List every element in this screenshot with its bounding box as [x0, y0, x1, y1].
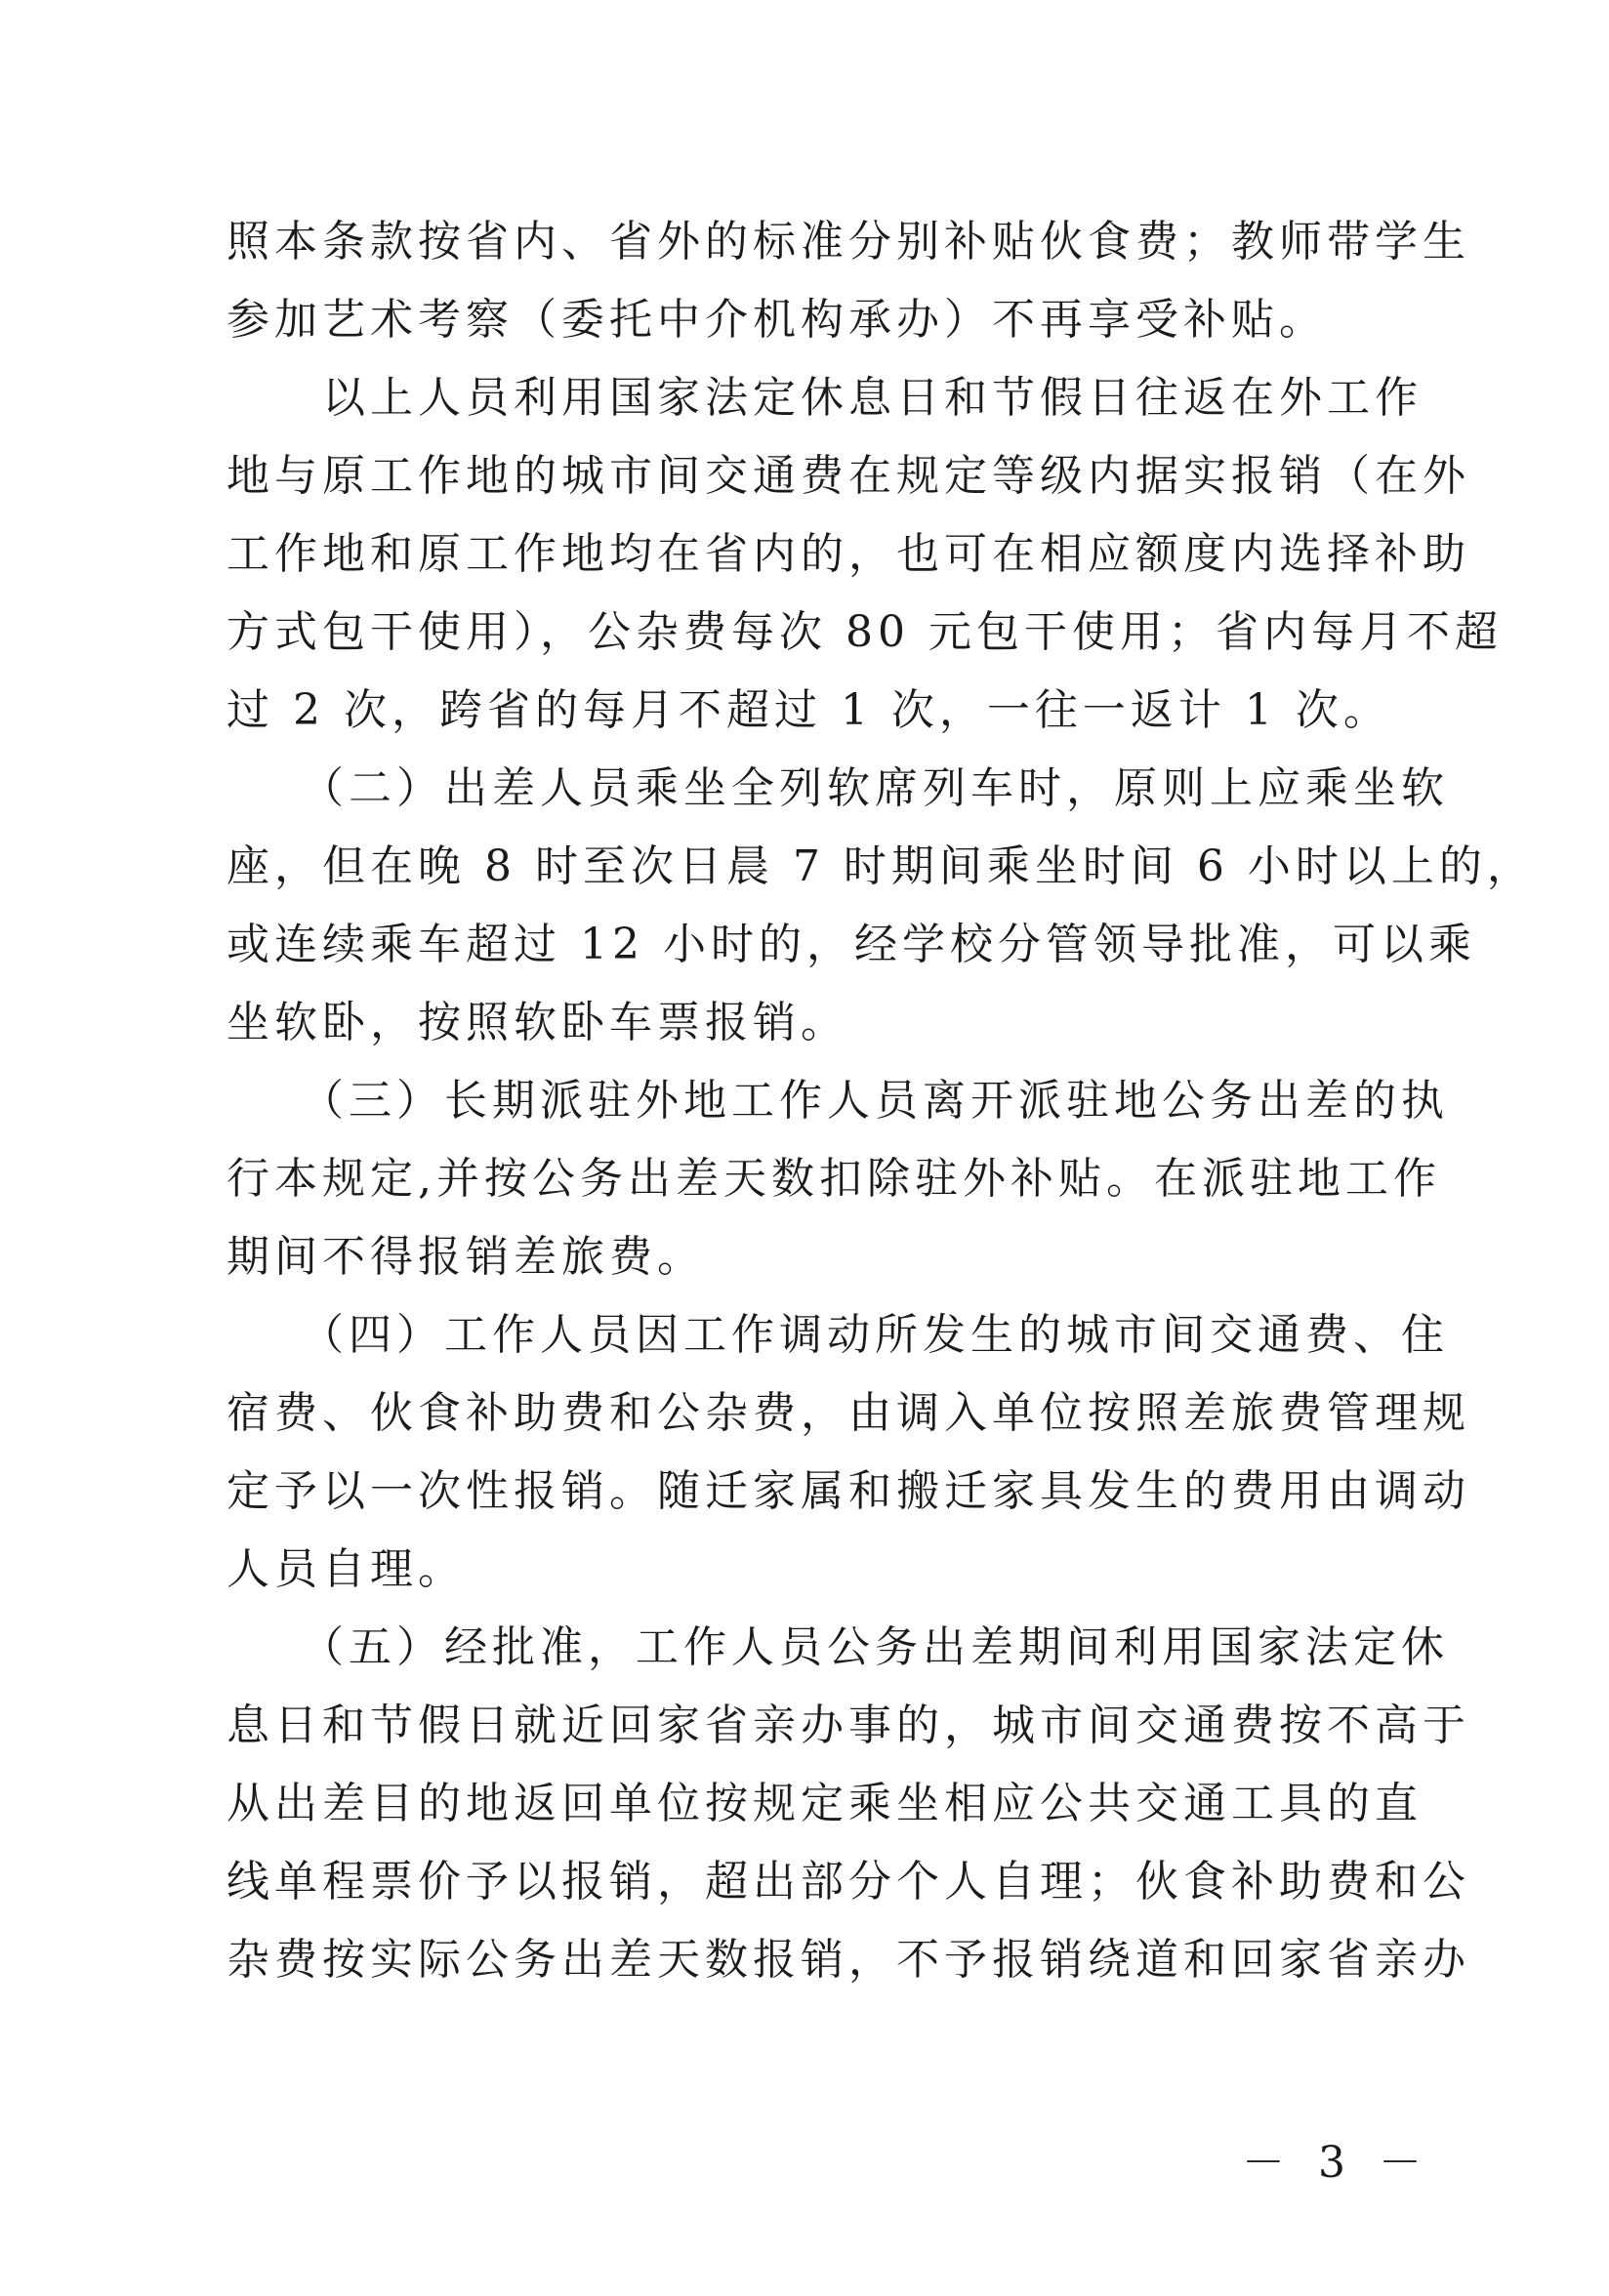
text-line: 或连续乘车超过 12 小时的，经学校分管领导批准，可以乘	[227, 920, 1476, 969]
text-line: 坐软卧，按照软卧车票报销。	[227, 998, 848, 1047]
text-line: 定予以一次性报销。随迁家属和搬迁家具发生的费用由调动	[227, 1466, 1470, 1516]
text-line: 地与原工作地的城市间交通费在规定等级内据实报销（在外	[227, 451, 1470, 501]
text-line: 参加艺术考察（委托中介机构承办）不再享受补贴。	[227, 295, 1327, 345]
text-line: 人员自理。	[227, 1544, 466, 1594]
text-line: 座，但在晚 8 时至次日晨 7 时期间乘坐时间 6 小时以上的，	[227, 841, 1535, 891]
text-line: 工作地和原工作地均在省内的，也可在相应额度内选择补助	[227, 529, 1470, 579]
text-line: 以上人员利用国家法定休息日和节假日往返在外工作	[227, 373, 1423, 423]
text-line: （三）长期派驻外地工作人员离开派驻地公务出差的执	[227, 1076, 1449, 1126]
page-number: － 3 －	[1242, 2138, 1431, 2188]
text-line: 方式包干使用），公杂费每次 80 元包干使用；省内每月不超	[227, 607, 1503, 657]
text-line: 杂费按实际公务出差天数报销，不予报销绕道和回家省亲办	[227, 1935, 1470, 1985]
text-line: 从出差目的地返回单位按规定乘坐相应公共交通工具的直	[227, 1779, 1423, 1828]
text-line: 线单程票价予以报销，超出部分个人自理；伙食补助费和公	[227, 1857, 1470, 1906]
text-line: 过 2 次，跨省的每月不超过 1 次，一往一返计 1 次。	[227, 685, 1391, 735]
text-line: （二）出差人员乘坐全列软席列车时，原则上应乘坐软	[227, 763, 1449, 813]
text-line: 期间不得报销差旅费。	[227, 1232, 705, 1282]
body-text	[227, 203, 1535, 1999]
text-line: 行本规定,并按公务出差天数扣除驻外补贴。在派驻地工作	[227, 1154, 1441, 1204]
text-line: 宿费、伙食补助费和公杂费，由调入单位按照差旅费管理规	[227, 1388, 1470, 1438]
text-line: （五）经批准，工作人员公务出差期间利用国家法定休	[227, 1622, 1449, 1672]
text-line: 照本条款按省内、省外的标准分别补贴伙食费；教师带学生	[227, 217, 1470, 266]
text-line: （四）工作人员因工作调动所发生的城市间交通费、住	[227, 1310, 1449, 1360]
text-line: 息日和节假日就近回家省亲办事的，城市间交通费按不高于	[227, 1701, 1470, 1750]
